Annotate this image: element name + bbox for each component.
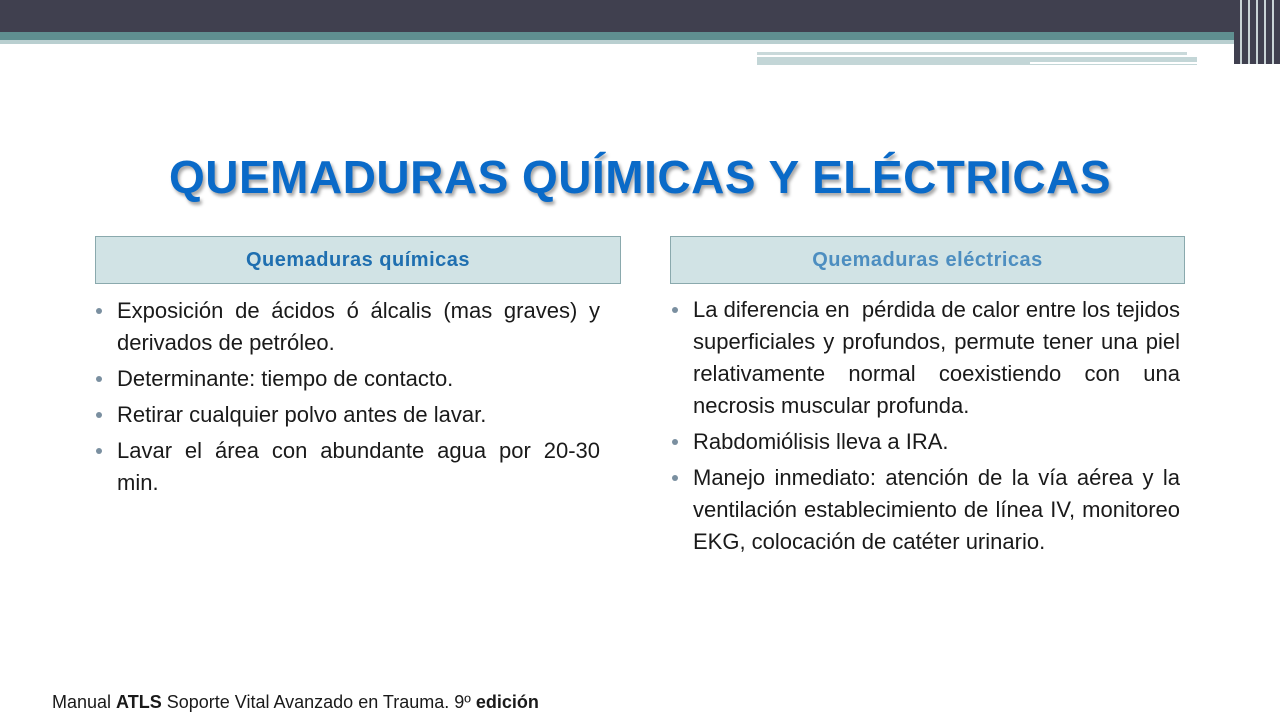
- bullet-icon: [672, 475, 678, 481]
- electrical-burns-list: [668, 294, 1187, 562]
- list-item: [92, 435, 600, 499]
- list-item: [92, 399, 600, 431]
- decorative-line: [757, 52, 1187, 55]
- header-chemical-burns: Quemaduras químicas: [95, 236, 621, 284]
- list-item: [668, 462, 1180, 558]
- list-item: [668, 294, 1187, 422]
- top-bar-teal: [0, 32, 1280, 40]
- chemical-burns-list: [92, 295, 600, 503]
- bullet-text: Manejo inmediato: atención de la vía aérea y la ventilación establecimiento de línea IV, monitoreo EKG, colocación de catéter urinario.: [693, 465, 1180, 554]
- bullet-icon: [672, 307, 678, 313]
- decorative-stripes: [1234, 0, 1280, 64]
- decorative-line: [1030, 62, 1200, 64]
- list-item: [92, 295, 600, 359]
- top-bar-light: [0, 40, 1280, 44]
- bullet-text: Lavar el área con abundante agua por 20-30 min.: [117, 438, 600, 495]
- list-item: [668, 426, 1180, 458]
- bullet-icon: [96, 448, 102, 454]
- header-electrical-burns: Quemaduras eléctricas: [670, 236, 1185, 284]
- bullet-text: Rabdomiólisis lleva a IRA.: [693, 429, 949, 454]
- list-item: [92, 363, 600, 395]
- bullet-text: La diferencia en pérdida de calor entre los tejidos superficiales y profundos, permute tener una piel relativamente normal coexistiendo con una necrosis muscular profunda.: [693, 297, 1187, 418]
- citation-atls: ATLS: [116, 692, 162, 712]
- citation-edition: edición: [475, 692, 539, 712]
- bullet-text: Retirar cualquier polvo antes de lavar.: [117, 402, 487, 427]
- bullet-icon: [96, 308, 102, 314]
- bullet-text: Exposición de ácidos ó álcalis (mas graves) y derivados de petróleo.: [117, 298, 600, 355]
- bullet-text: Determinante: tiempo de contacto.: [117, 366, 454, 391]
- top-bar-dark: [0, 0, 1280, 32]
- citation-prefix: Manual: [52, 692, 117, 712]
- citation-middle: Soporte Vital Avanzado en Trauma. 9º: [161, 692, 476, 712]
- slide-title: QUEMADURAS QUÍMICAS Y ELÉCTRICAS: [168, 151, 1112, 203]
- bullet-icon: [96, 412, 102, 418]
- bullet-icon: [96, 376, 102, 382]
- bullet-icon: [672, 439, 678, 445]
- source-citation: [52, 692, 539, 713]
